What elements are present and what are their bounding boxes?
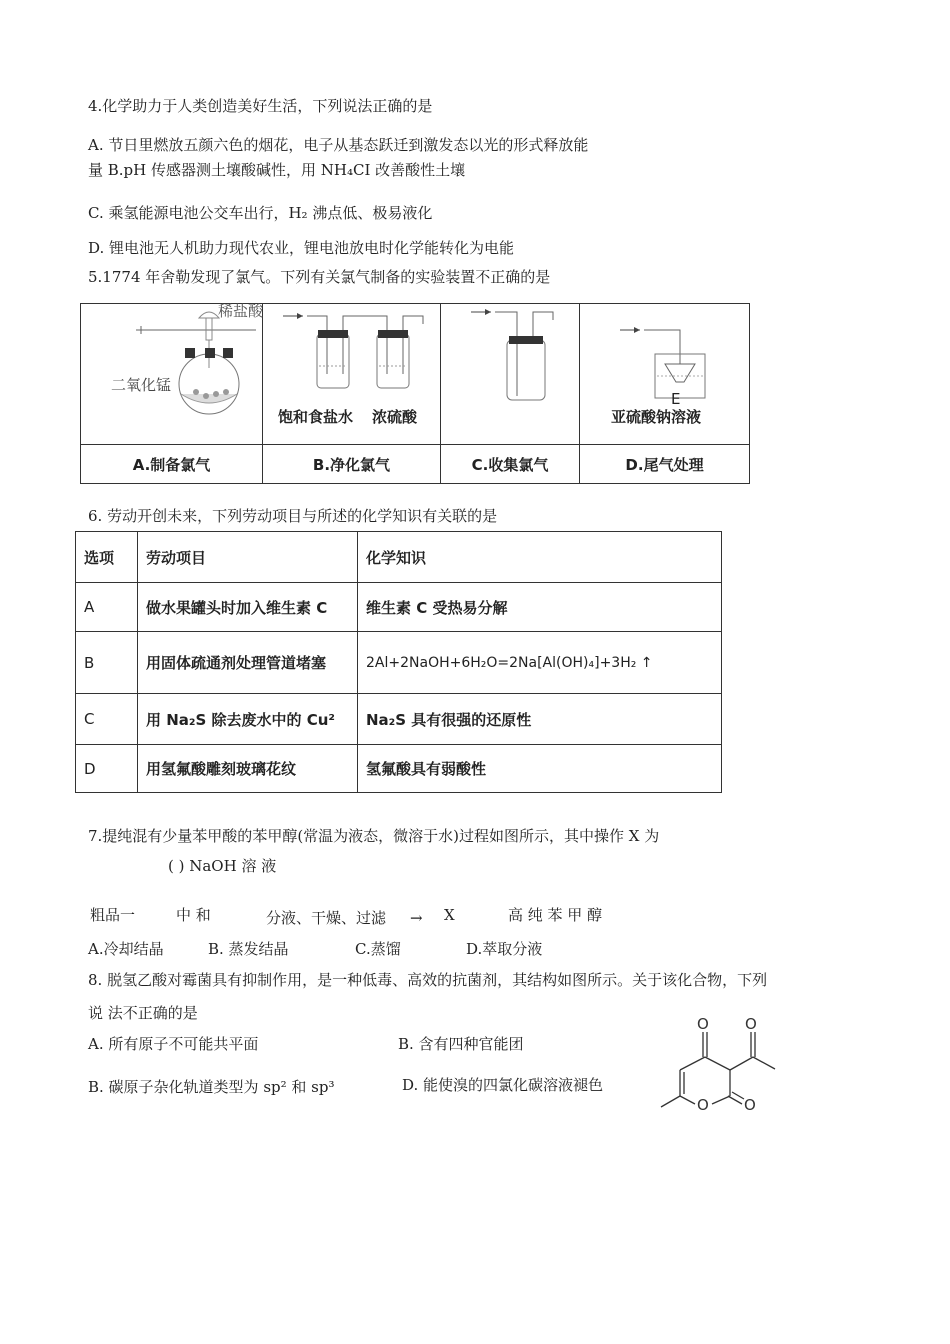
q8-option-c: B. 碳原子杂化轨道类型为 sp² 和 sp³ [88, 1078, 335, 1096]
row-b-labor: 用固体疏通剂处理管道堵塞 [138, 632, 358, 694]
flow-neutral: 中 和 [176, 906, 211, 924]
q6-table [75, 531, 722, 793]
row-c-option: C [76, 694, 138, 745]
row-c-knowledge: Na₂S 具有很强的还原性 [358, 694, 722, 745]
flow-arrow-icon: → [410, 909, 423, 927]
q5-apparatus-table [80, 303, 750, 484]
table-row [76, 632, 722, 694]
dehydroacetic-acid-structure-icon [655, 1012, 795, 1122]
q8-stem-line2: 说 法不正确的是 [88, 1004, 198, 1022]
option-a-caption: A.制备氯气 [81, 445, 263, 484]
atom-o-acetyl: O [745, 1015, 757, 1033]
option-c-caption: C.收集氯气 [441, 445, 580, 484]
label-nacl: 饱和食盐水 [278, 408, 354, 426]
apparatus-d-cell [580, 304, 750, 445]
header-labor: 劳动项目 [138, 532, 358, 583]
table-header-row [76, 532, 722, 583]
flask-apparatus-icon [81, 304, 262, 444]
q7-option-d: D.萃取分液 [466, 940, 543, 958]
option-d-caption: D.尾气处理 [580, 445, 750, 484]
q6-stem: 6. 劳动开创未来，下列劳动项目与所述的化学知识有关联的是 [88, 507, 498, 525]
q8-option-a: A. 所有原子不可能共平面 [88, 1035, 259, 1053]
q7-paren: ( ) NaOH 溶 液 [168, 857, 277, 875]
q4-option-a-line2: 量 B.pH 传感器测土壤酸碱性，用 NH₄CI 改善酸性土壤 [88, 161, 466, 179]
row-b-knowledge: 2Al+2NaOH+6H₂O=2Na[Al(OH)₄]+3H₂ ↑ [358, 632, 722, 694]
q8-stem-line1: 8. 脱氢乙酸对霉菌具有抑制作用，是一种低毒、高效的抗菌剂，其结构如图所示。关于该化合物，下列 [88, 971, 768, 989]
apparatus-b-cell [263, 304, 441, 445]
q8-option-b: B. 含有四种官能团 [398, 1035, 524, 1053]
atom-o-ketone: O [697, 1015, 709, 1033]
flow-steps: 分液、干燥、过滤 [266, 909, 387, 927]
label-na2so3: 亚硫酸钠溶液 [611, 408, 702, 426]
row-c-labor: 用 Na₂S 除去废水中的 Cu² [138, 694, 358, 745]
apparatus-c-cell [441, 304, 580, 445]
atom-o-ring: O [697, 1096, 709, 1114]
row-d-option: D [76, 745, 138, 793]
row-a-knowledge: 维生素 C 受热易分解 [358, 583, 722, 632]
label-e: E [671, 390, 681, 408]
option-b-caption: B.净化氯气 [263, 445, 441, 484]
header-option: 选项 [76, 532, 138, 583]
q7-option-a: A.冷却结晶 [88, 940, 164, 958]
flow-pure: 高 纯 苯 甲 醇 [508, 906, 603, 924]
q4-option-c: C. 乘氢能源电池公交车出行，H₂ 沸点低、极易液化 [88, 204, 433, 222]
table-row [76, 583, 722, 632]
table-row [76, 745, 722, 793]
label-mno2: 二氧化锰 [111, 376, 172, 394]
atom-o-lactone: O [744, 1096, 756, 1114]
row-d-labor: 用氢氟酸雕刻玻璃花纹 [138, 745, 358, 793]
q7-option-c: C.蒸馏 [355, 940, 401, 958]
flow-x: X [444, 906, 455, 924]
label-h2so4: 浓硫酸 [372, 408, 418, 426]
flow-crude: 粗品一 [90, 906, 136, 924]
row-a-option: A [76, 583, 138, 632]
q4-option-a-line1: A. 节日里燃放五颜六色的烟花，电子从基态跃迁到激发态以光的形式释放能 [88, 136, 589, 154]
q7-option-b: B. 蒸发结晶 [208, 940, 289, 958]
q8-option-d: D. 能使溴的四氯化碳溶液褪色 [402, 1076, 604, 1094]
collection-bottle-icon [441, 304, 579, 444]
header-knowledge: 化学知识 [358, 532, 722, 583]
row-d-knowledge: 氢氟酸具有弱酸性 [358, 745, 722, 793]
label-hcl: 稀盐酸 [218, 302, 264, 320]
q4-stem: 4.化学助力于人类创造美好生活，下列说法正确的是 [88, 97, 433, 115]
row-b-option: B [76, 632, 138, 694]
row-a-labor: 做水果罐头时加入维生素 C [138, 583, 358, 632]
q5-stem: 5.1774 年舍勒发现了氯气。下列有关氯气制备的实验装置不正确的是 [88, 268, 551, 286]
q4-option-d: D. 锂电池无人机助力现代农业，锂电池放电时化学能转化为电能 [88, 239, 515, 257]
q7-stem: 7.提纯混有少量苯甲酸的苯甲醇(常温为液态，微溶于水)过程如图所示，其中操作 X 为 [88, 827, 660, 845]
table-row [76, 694, 722, 745]
apparatus-a-cell [81, 304, 263, 445]
